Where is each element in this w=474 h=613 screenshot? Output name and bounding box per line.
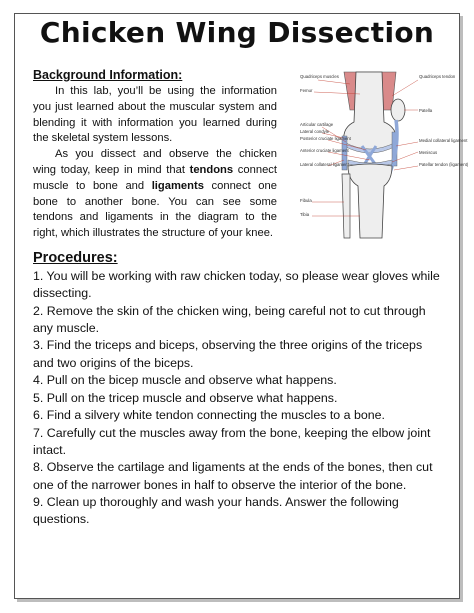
procedures-heading: Procedures:	[33, 250, 118, 266]
procedure-step: 6. Find a silvery white tendon connecting the muscles to a bone.	[33, 408, 385, 423]
paragraph-2-part-2: connect muscle to bone and	[33, 163, 277, 192]
tibia-shape	[348, 164, 392, 238]
background-paragraph-2	[33, 147, 277, 242]
label-femur: Femur	[300, 88, 313, 93]
procedure-step: 8. Observe the cartilage and ligaments at the ends of the bones, then cut one of the narrower bones in half to observe the interior of the bone.	[33, 460, 433, 492]
page-title: Chicken Wing Dissection	[39, 16, 435, 49]
paragraph-2-part-3: connect one bone to another bone. You can see some tendons and ligaments in the diagram to the right, which illustrates the structure of your knee.	[33, 179, 277, 240]
background-heading: Background Information:	[33, 68, 183, 82]
procedure-step: 5. Pull on the tricep muscle and observe what happens.	[33, 390, 338, 405]
label-lateral-collateral-ligament: Lateral collateral ligament	[300, 162, 349, 167]
procedure-step: 7. Carefully cut the muscles away from the bone, keeping the elbow joint intact.	[33, 425, 431, 457]
procedures-list	[33, 268, 445, 529]
label-posterior-cruciate-ligament: Posterior cruciate ligament	[300, 136, 351, 141]
label-anterior-cruciate-ligament: Anterior cruciate ligament	[300, 148, 349, 153]
knee-diagram	[300, 70, 469, 240]
procedure-step: 2. Remove the skin of the chicken wing, being careful not to cut through any muscle.	[33, 303, 426, 335]
procedure-step: 1. You will be working with raw chicken today, so please wear gloves while dissecting.	[33, 269, 440, 301]
label-quadriceps-muscles: Quadriceps muscles	[300, 74, 339, 79]
background-paragraph-1: In this lab, you’ll be using the information you just learned about the muscular system and blending it with information you learned during the skeletal system lessons.	[33, 85, 277, 145]
patella-shape	[391, 99, 405, 121]
label-articular-cartilage: Articular cartilage	[300, 122, 334, 127]
label-medial-collateral-ligament: Medial collateral ligament	[419, 138, 468, 143]
ligaments-term: ligaments	[151, 179, 204, 192]
paragraph-2-part-1: As you dissect and observe the chicken wing today, keep in mind that	[33, 148, 277, 176]
label-quadriceps-tendon: Quadriceps tendon	[419, 74, 456, 79]
label-patella: Patella	[419, 108, 433, 113]
label-meniscus: Meniscus	[419, 150, 438, 155]
label-tibia: Tibia	[300, 212, 310, 217]
label-patellar-tendon: Patellar tendon (ligament)	[419, 162, 469, 167]
fibula-shape	[342, 174, 350, 238]
label-fibula: Fibula	[300, 198, 312, 203]
procedure-step: 9. Clean up thoroughly and wash your hands. Answer the following questions.	[33, 495, 399, 527]
tendons-term: tendons	[189, 163, 234, 176]
procedure-step: 4. Pull on the bicep muscle and observe what happens.	[33, 373, 337, 388]
background-text	[33, 84, 277, 242]
label-lateral-condyle: Lateral condyle	[300, 129, 330, 134]
procedure-step: 3. Find the triceps and biceps, observing the three origins of the triceps and two origins of the biceps.	[33, 338, 423, 370]
